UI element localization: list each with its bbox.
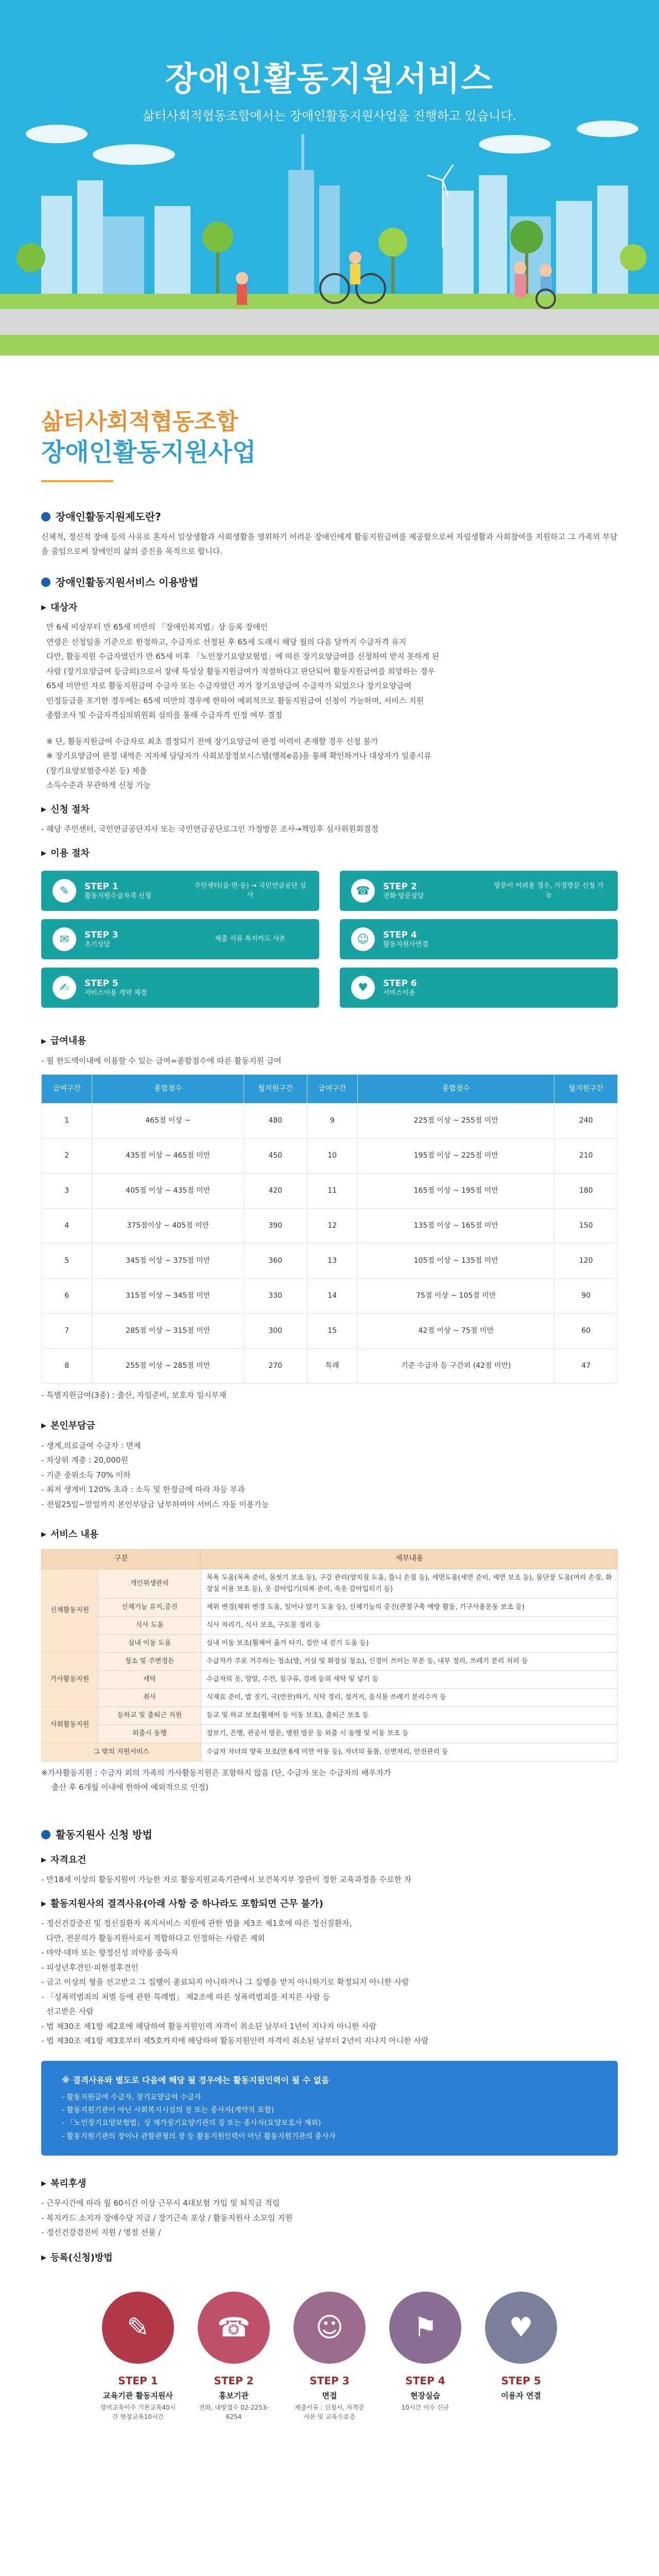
step-label: 전화·방문상담 (383, 892, 424, 900)
process-step-4 (387, 2292, 464, 2421)
process-step-2 (195, 2292, 272, 2421)
col-type: 구분 (42, 1549, 201, 1569)
phone-icon: ☎ (351, 879, 375, 903)
subcategory-cell: 세탁 (98, 1671, 201, 1689)
category-cell: 사회활동지원 (42, 1707, 98, 1743)
step-no: STEP 3 (309, 2375, 350, 2387)
callout-item: - 활동지원기관이 아닌 사회복지시설의 장 또는 종사자(계약직 포함) (62, 2106, 274, 2115)
table-row (42, 1635, 618, 1653)
text-line: - 생계,의료급여 수급자 : 면제 (41, 1440, 141, 1450)
use-steps (41, 871, 618, 1008)
text-line: - 차상위 계층 : 20,000원 (41, 1455, 128, 1465)
col-score: 종합점수 (357, 1075, 554, 1104)
detail-cell: 체위 변경(체위 변경 도움, 일어나 앉기 도움 등), 신체기능의 증진(관절구축 예방 활동, 기구사용운동 보조 등) (201, 1598, 618, 1616)
score-cell: 405점 이상 ~ 435점 미만 (92, 1174, 244, 1209)
section-title: 장애인활동지원서비스 이용방법 (56, 575, 199, 588)
step-desc: 전화, 내방접수 02-2253-6254 (199, 2403, 269, 2420)
table-row (42, 1349, 618, 1384)
note-line: ※가사활동지원 : 수급자 외의 가족의 가사활동지원은 포함하지 않음 (단, 수급자 또는 수급자의 배우자가 (41, 1768, 391, 1777)
score-cell: 기준 수급자 등 구간외 (42점 미만) (357, 1349, 554, 1384)
hours-cell: 60 (554, 1314, 618, 1349)
copay-text (41, 1438, 618, 1512)
text-line: - 「성폭력범죄의 처벌 등에 관한 특례법」 제2조에 따른 성폭력범죄를 저지른 사람 등 (41, 1992, 331, 2002)
step-no: STEP 2 (214, 2375, 254, 2387)
grade-cell: 7 (42, 1314, 92, 1349)
hours-cell: 47 (554, 1349, 618, 1384)
table-row (42, 1671, 618, 1689)
subcategory-cell: 식사 도움 (98, 1616, 201, 1634)
table-row (42, 1174, 618, 1209)
target-notes (41, 734, 618, 793)
score-cell: 135점 이상 ~ 165점 미만 (357, 1209, 554, 1244)
target-text (41, 620, 618, 723)
process-step-5 (482, 2292, 560, 2421)
table-row (42, 1104, 618, 1139)
score-cell: 225점 이상 ~ 255점 미만 (357, 1104, 554, 1139)
use-step-5 (41, 968, 319, 1008)
grades-note: - 월 한도액이내에 이용할 수 있는 급여=종합점수에 따른 활동지원 급여 (41, 1056, 282, 1065)
subcategory-cell: 신체기능 유지,증진 (98, 1598, 201, 1616)
services-table (41, 1549, 618, 1761)
detail-cell: 등교 및 하교 보조(휠체어 등 이동 보조), 출퇴근 보조 등 (201, 1707, 618, 1725)
table-row (42, 1653, 618, 1671)
text-line: - 법 제30조 제1항 제3호부터 제5호까지에 해당하여 활동지원인력 자격이 취소된 날부터 2년이 지나지 아니한 사람 (41, 2036, 429, 2046)
title-underline (41, 480, 113, 482)
section-usage (41, 573, 618, 591)
section-what-is (41, 508, 618, 526)
note-line: 소득수준과 무관하게 신청 가능 (46, 781, 151, 790)
hours-cell: 120 (554, 1244, 618, 1279)
score-cell: 285점 이상 ~ 315점 미만 (92, 1314, 244, 1349)
text-line: 인정등급을 포기한 경우에는 65세 미만의 경우에 한하여 예외적으로 활동지원급여 신청이 가능하며, 서비스 지원 (46, 696, 424, 705)
welfare-text (41, 2196, 618, 2240)
subheading-disqualification: ▶ 활동지원사의 결격사유(아래 사항 중 하나라도 포함되면 근무 불가) (41, 1896, 618, 1912)
subheading-registration: ▶ 등록(신청)방법 (41, 2250, 618, 2266)
text-line: - 정신건강증진 및 정신질환자 복지서비스 지원에 관한 법률 제3조 제1호에 따른 정신질환자, (41, 1919, 352, 1928)
step-no: STEP 2 (383, 881, 417, 892)
note-line: (장기요양보험증사본 등) 제출 (46, 766, 147, 775)
registration-process (41, 2281, 618, 2458)
text-line: 종합조사 및 수급자격심의위원회 심의를 통해 수급자격 인정 여부 결정 (46, 710, 283, 720)
text-line: - 복지카드 소지자 장애수당 지급 / 장기근속 포상 / 활동지원사 소모임 지원 (41, 2213, 293, 2223)
step-no: STEP 5 (84, 978, 118, 989)
table-row (42, 1209, 618, 1244)
use-step-2 (340, 871, 618, 911)
text-line: - 전월25일~말일까지 본인부담금 납부하여야 서비스 자동 이용가능 (41, 1499, 269, 1509)
table-row (42, 1598, 618, 1616)
subheading-services: ▶ 서비스 내용 (41, 1527, 618, 1543)
note-line: ※ 장기요양급여 판정 내역은 지자체 담당자가 사회보장정보시스템(행복e음)을 통해 확인하거나 대상자가 일종시류 (46, 751, 431, 761)
program-title: 장애인활동지원사업 (41, 438, 256, 467)
step-desc: 방문이 어려울 경우, 가정방문 신청 가능 (494, 882, 604, 900)
score-cell: 375점이상 ~ 405점 미만 (92, 1209, 244, 1244)
step-no: STEP 1 (118, 2375, 158, 2387)
hero-title: 장애인활동지원서비스 (165, 60, 494, 98)
bullet-dot-icon (41, 512, 50, 521)
col-grade: 급여구간 (307, 1075, 357, 1104)
hours-cell: 390 (244, 1209, 307, 1244)
teacher-icon: ✎ (102, 2292, 174, 2364)
step-no: STEP 5 (501, 2375, 541, 2387)
exclusion-callout (41, 2061, 618, 2156)
step-desc: 주민센터(읍·면·동) → 국민연금공단 심사 (194, 882, 306, 900)
hours-cell: 210 (554, 1139, 618, 1174)
grade-cell: 13 (307, 1244, 357, 1279)
step-label: 서비스이용 계약 체결 (84, 989, 147, 997)
subcategory-cell: 외출시 동행 (98, 1725, 201, 1743)
grade-cell: 2 (42, 1139, 92, 1174)
grade-cell: 6 (42, 1279, 92, 1314)
category-cell: 가사활동지원 (42, 1653, 98, 1707)
subcategory-cell: 개인위생관리 (98, 1569, 201, 1598)
table-row (42, 1279, 618, 1314)
use-step-1 (41, 871, 319, 911)
use-step-4 (340, 919, 618, 959)
score-cell: 75점 이상 ~ 105점 미만 (357, 1279, 554, 1314)
bullet-dot-icon (41, 578, 50, 587)
step-desc: 제출 서류 복지카드 사본 (215, 935, 286, 943)
step-label: 서비스이용 (383, 989, 415, 997)
text-line: 다만, 활동지원 수급자였던가 만 65세 이후 「노인장기요양보험법」에 따른 장기요양급여를 신청하여 받지 못하게 된 (46, 652, 440, 662)
detail-cell: 목욕 도움(목욕 준비, 몸씻기 보조 등), 구강 관리(양치질 도움, 틀니 손질 등), 세면도움(세면 준비, 세면 보조 등), 몸단장 도움(머리 손질, 화장실 이용 보조 등), 옷 갈아입기(의복 준비, 속옷 갈아입히기 등) (201, 1569, 618, 1598)
hours-cell: 90 (554, 1279, 618, 1314)
table-row (42, 1616, 618, 1634)
document-icon: ✍ (53, 976, 76, 999)
score-cell: 435점 이상 ~ 465점 미만 (92, 1139, 244, 1174)
note-line: 출산 후 6개월 이내에 한하여 예외적으로 인정) (51, 1783, 209, 1792)
org-name: 삶터사회적협동조합 (41, 409, 238, 435)
score-cell: 105점 이상 ~ 135점 미만 (357, 1244, 554, 1279)
table-row (42, 1707, 618, 1725)
section-title: 활동지원사 신청 방법 (56, 1828, 152, 1841)
detail-cell: 실내 이동 보조(휠체어 옮겨 타기, 집안 내 걷기 도움 등) (201, 1635, 618, 1653)
grade-cell: 9 (307, 1104, 357, 1139)
score-cell: 345점 이상 ~ 375점 미만 (92, 1244, 244, 1279)
text-line: 다만, 전문의가 활동지원사로서 적합하다고 인정하는 사람은 제외 (46, 1933, 265, 1943)
grade-cell: 1 (42, 1104, 92, 1139)
score-cell: 42점 이상 ~ 75점 미만 (357, 1314, 554, 1349)
step-label: 활동지원수급자격 신청 (84, 892, 151, 900)
hours-cell: 480 (244, 1104, 307, 1139)
grade-cell: 10 (307, 1139, 357, 1174)
table-row (42, 1139, 618, 1174)
hero-banner (0, 0, 659, 355)
grade-cell: 8 (42, 1349, 92, 1384)
hours-cell: 180 (554, 1174, 618, 1209)
col-detail: 세부내용 (201, 1549, 618, 1569)
subheading-apply: ▶ 신청 절차 (41, 802, 618, 818)
step-no: STEP 6 (383, 978, 417, 989)
detail-cell: 수급자가 주로 거주하는 청소(방, 거실 및 화장실 청소), 신경이 쓰이는 부분 등, 내부 정리, 쓰레기 분리 처리 등 (201, 1653, 618, 1671)
subcategory-cell: 청소 및 주변정돈 (98, 1653, 201, 1671)
step-no: STEP 3 (84, 929, 118, 940)
text-line: 연령은 신청일을 기준으로 한정하고, 수급자로 선정된 후 65세 도래시 해당 월의 다음 달까지 수급자격 유지 (46, 637, 407, 647)
detail-cell: 식재료 준비, 밥 짓기, 국(반찬)하기, 식탁 정리, 설거지, 음식물 쓰레기 분리수거 등 (201, 1689, 618, 1707)
grade-cell: 12 (307, 1209, 357, 1244)
subcategory-cell: 등하교 및 출퇴근 지원 (98, 1707, 201, 1725)
apply-text: - 해당 주민센터, 국민연금공단지사 또는 국민연금공단로그인 가정방문 조사→책임후 심사위원회결정 (41, 824, 378, 834)
col-hours: 월지원구간 (244, 1075, 307, 1104)
category-cell: 신체활동지원 (42, 1569, 98, 1652)
disqualification-text (41, 1916, 618, 2048)
step-no: STEP 4 (405, 2375, 445, 2387)
subheading-qualification: ▶ 자격요건 (41, 1853, 618, 1869)
services-note (41, 1766, 618, 1795)
process-step-1 (99, 2292, 177, 2421)
step-label: 교육기관 활동지원사 (103, 2391, 173, 2401)
col-score: 종합점수 (92, 1075, 244, 1104)
score-cell: 195점 이상 ~ 225점 미만 (357, 1139, 554, 1174)
table-row (42, 1689, 618, 1707)
grade-cell: 14 (307, 1279, 357, 1314)
table-row (42, 1569, 618, 1598)
practice-icon: ⚑ (389, 2292, 461, 2364)
score-cell: 255점 이상 ~ 285점 미만 (92, 1349, 244, 1384)
step-label: 초기상담 (84, 940, 111, 948)
step-label: 면접 (322, 2391, 337, 2401)
text-line: 65세 미만인 자로 활동지원급여 수급자 또는 수급자였던 자가 장기요양급여 수급자가 되었으나 장기요양급여 (46, 681, 412, 691)
hours-cell: 300 (244, 1314, 307, 1349)
grade-cell: 5 (42, 1244, 92, 1279)
score-cell: 465점 이상 ~ (92, 1104, 244, 1139)
table-row (42, 1743, 618, 1761)
category-cell: 그 밖의 지원서비스 (42, 1743, 201, 1761)
step-label: 활동지원사연결 (383, 940, 428, 948)
section-helper (41, 1826, 618, 1843)
step-label: 이용자 연결 (501, 2391, 541, 2401)
step-desc: 제출서류 : 신청서, 자격증 사본 및 교육수료증 (294, 2403, 365, 2420)
callout-title: ※ 결격사유와 별도로 다음에 해당 될 경우에는 활동지원인력이 될 수 없음 (62, 2075, 330, 2085)
note-line: ※ 단, 활동지원급여 수급자로 최초 결정되기 전에 장기요양급여 판정 이력이 존재할 경우 신청 불가 (46, 736, 378, 746)
grade-cell: 11 (307, 1174, 357, 1209)
table-row (42, 1244, 618, 1279)
callout-item: - 활동지원기관의 장이나 관할관청의 장 등 활동지원인력이 아닌 활동지원기관의 종사자 (62, 2132, 336, 2141)
bullet-dot-icon (41, 1830, 50, 1839)
text-line: - 마약·대마 또는 향정신성 의약품 중독자 (41, 1948, 178, 1958)
grade-cell: 특례 (307, 1349, 357, 1384)
col-hours: 월지원구간 (554, 1075, 618, 1104)
detail-cell: 수급자의 옷, 양말, 수건, 침구류, 걸레 등의 세탁 및 넣기 등 (201, 1671, 618, 1689)
step-label: 현장실습 (410, 2391, 440, 2401)
intro-header (41, 355, 618, 482)
text-line: 만 6세 이상부터 만 65세 미만의 「장애인복지법」상 등록 장애인 (46, 622, 268, 632)
step-no: STEP 1 (84, 881, 118, 892)
score-cell: 315점 이상 ~ 345점 미만 (92, 1279, 244, 1314)
connect-icon: ♥ (485, 2292, 557, 2364)
grades-footnote: - 특별지원급여(3종) : 출산, 자립준비, 보호자 일시부재 (41, 1391, 227, 1400)
table-row (42, 1725, 618, 1743)
grade-cell: 3 (42, 1174, 92, 1209)
hours-cell: 420 (244, 1174, 307, 1209)
grade-cell: 15 (307, 1314, 357, 1349)
step-no: STEP 4 (383, 929, 417, 940)
text-line: 선고받은 사람 (46, 2007, 94, 2016)
hours-cell: 150 (554, 1209, 618, 1244)
pencil-icon: ✎ (53, 879, 76, 903)
people-icon: ☺ (351, 927, 375, 951)
interview-icon: ☺ (293, 2292, 366, 2364)
step-desc: 장비교육이수 기본교육40시간 현장교육10시간 (100, 2403, 176, 2420)
grades-table (41, 1074, 618, 1384)
text-line: - 금고 이상의 형을 선고받고 그 집행이 종료되지 아니하거나 그 집행을 받지 아니하기로 확정되지 아니한 사람 (41, 1977, 409, 1987)
subcategory-cell: 취사 (98, 1689, 201, 1707)
hours-cell: 450 (244, 1139, 307, 1174)
text-line: - 피성년후견인·피한정후견인 (41, 1962, 138, 1972)
heart-icon: ♥ (351, 976, 375, 999)
section-body: 신체적, 정신적 장애 등의 사유로 혼자서 일상생활과 사회생활을 영위하기 어려운 장애인에게 활동지원급여를 제공함으로써 자립생활과 사회참여를 지원하고 그 가족의 부담을 줄임으로써 장애인의 삶의 증진을 목적으로 합니다. (41, 532, 618, 556)
col-grade: 급여구간 (42, 1075, 92, 1104)
hours-cell: 330 (244, 1279, 307, 1314)
use-step-3 (41, 919, 319, 959)
hours-cell: 240 (554, 1104, 618, 1139)
text-line: - 근무시간에 따라 월 60시간 이상 근무시 4대보험 가입 및 퇴직금 적립 (41, 2198, 280, 2208)
grade-cell: 4 (42, 1209, 92, 1244)
detail-cell: 장보기, 은행, 관공서 방문, 병원 방문 등 외출 시 동행 및 이동 보조 등 (201, 1725, 618, 1743)
process-step-3 (291, 2292, 368, 2421)
text-line: - 최저 생계비 120% 초과 : 소득 및 한정금에 따라 차등 부과 (41, 1485, 245, 1495)
chat-icon: ✉ (53, 927, 76, 951)
section-title: 장애인활동지원제도란? (56, 510, 161, 523)
subheading-target: ▶ 대상자 (41, 600, 618, 616)
detail-cell: 식사 차리기, 식사 보조, 구토물 정리 등 (201, 1616, 618, 1634)
callout-item: - 「노인장기요양보험법」상 재가장기요양기관의 장 또는 종사자(요양보호사 제외) (62, 2119, 321, 2128)
table-row (42, 1314, 618, 1349)
grades-body (42, 1104, 618, 1384)
text-line: - 법 제30조 제1항 제2호에 해당하여 활동지원인력 자격이 취소된 날부터 1년이 지나지 아니한 사람 (41, 2021, 377, 2031)
score-cell: 165점 이상 ~ 195점 미만 (357, 1174, 554, 1209)
step-label: 홍보기관 (219, 2391, 249, 2401)
step-desc: 10시간 이수 신규 (401, 2403, 449, 2411)
hours-cell: 360 (244, 1244, 307, 1279)
hero-subtitle: 삶터사회적협동조합에서는 장애인활동지원사업을 진행하고 있습니다. (142, 109, 517, 123)
use-step-6 (340, 968, 618, 1008)
subheading-grades: ▶ 급여내용 (41, 1033, 618, 1049)
subcategory-cell: 실내 이동 도움 (98, 1635, 201, 1653)
subheading-welfare: ▶ 복리후생 (41, 2176, 618, 2192)
callout-item: - 활동지원급여 수급자, 장기요양급여 수급자 (62, 2093, 201, 2102)
subheading-copay: ▶ 본인부담금 (41, 1418, 618, 1434)
text-line: - 기준 중위소득 70% 이하 (41, 1470, 131, 1480)
text-line: - 정신건강검진비 지원 / 명절 선물 / (41, 2228, 161, 2238)
text-line: 사람 (장기요양급여 등급외)으로서 장애 특성상 활동지원급여가 적절하다고 판단되어 활동지원급여를 희망하는 경우 (46, 666, 435, 676)
subheading-use: ▶ 이용 절차 (41, 846, 618, 862)
detail-cell: 수급자 자녀의 양육 보조(만 6세 미만 아동 등), 자녀의 돌봄, 신변처리, 안전관리 등 (201, 1743, 618, 1761)
phone-icon: ☎ (198, 2292, 270, 2364)
hours-cell: 270 (244, 1349, 307, 1384)
qualification-text: - 만18세 이상의 활동지원이 가능한 자로 활동지원교육기관에서 보건복지부 장관이 정한 교육과정을 수료한 자 (41, 1875, 412, 1885)
